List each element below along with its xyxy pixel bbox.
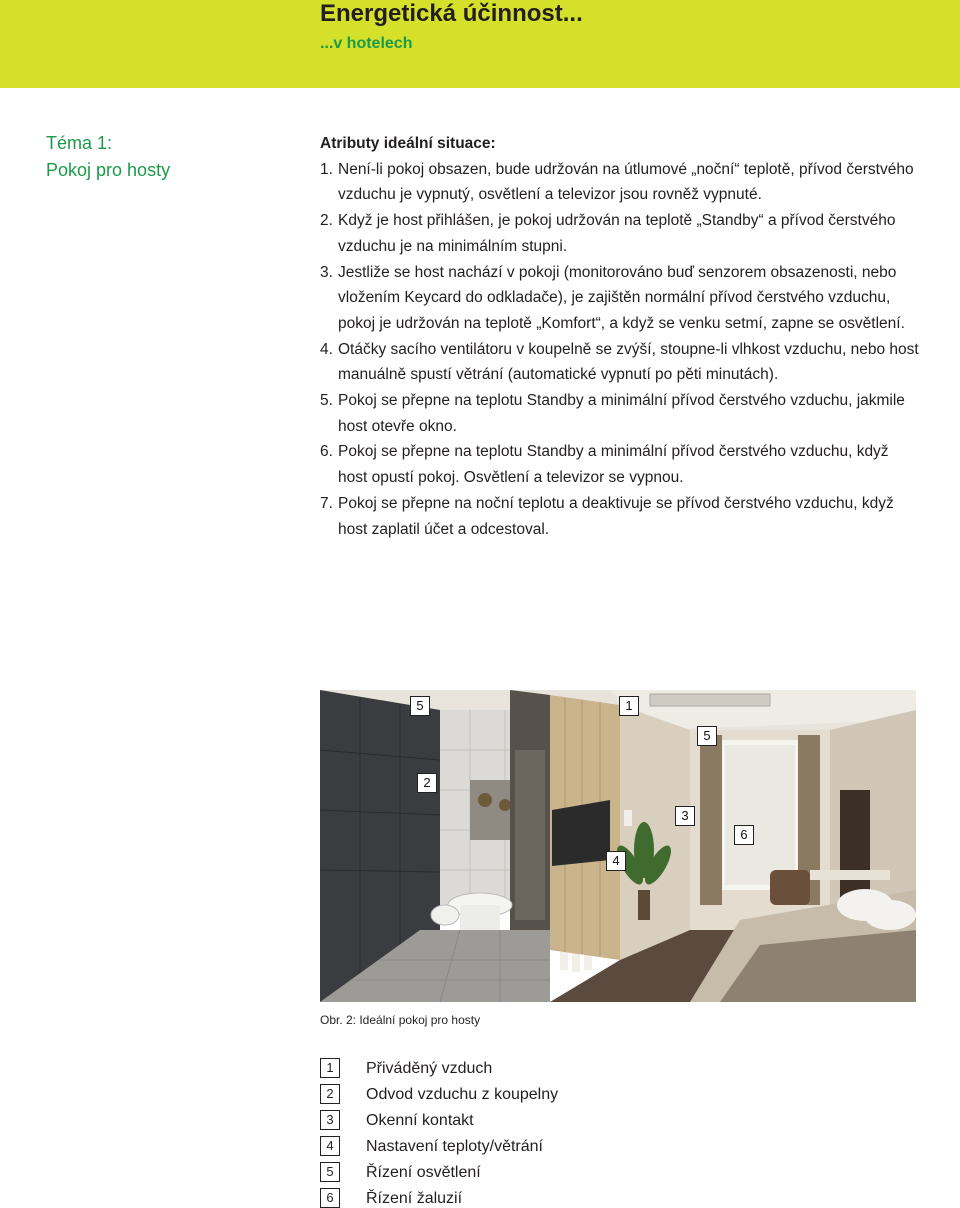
list-item <box>320 388 920 439</box>
legend-number: 5 <box>320 1162 340 1182</box>
page-subtitle: ...v hotelech <box>320 35 413 52</box>
legend-number: 2 <box>320 1084 340 1104</box>
page-header <box>0 0 960 88</box>
attribute-list <box>320 157 920 543</box>
item-text: Pokoj se přepne na noční teplotu a deaktivuje se přívod čerstvého vzduchu, když host zaplatil účet a odcestoval. <box>338 494 894 538</box>
item-text: Pokoj se přepne na teplotu Standby a minimální přívod čerstvého vzduchu, když host opustí pokoj. Osvětlení a televizor se vypnou. <box>338 443 889 487</box>
topic-number: Téma 1: <box>46 133 113 153</box>
marker-3: 3 <box>675 806 695 826</box>
item-number: 2. <box>320 212 333 230</box>
legend-label: Nastavení teploty/větrání <box>366 1138 543 1155</box>
section-heading: Atributy ideální situace: <box>320 135 496 152</box>
topic-name: Pokoj pro hosty <box>46 160 171 180</box>
legend-number: 6 <box>320 1188 340 1208</box>
item-text: Otáčky sacího ventilátoru v koupelně se zvýší, stoupne-li vlhkost vzduchu, nebo host manuálně spustí větrání (automatické vypnutí po pěti minutách). <box>338 340 919 384</box>
legend-number: 3 <box>320 1110 340 1130</box>
room-scene <box>320 690 916 1002</box>
legend-number: 1 <box>320 1058 340 1078</box>
item-number: 5. <box>320 392 333 410</box>
legend-label: Řízení osvětlení <box>366 1164 481 1181</box>
item-number: 4. <box>320 340 333 358</box>
marker-4: 4 <box>606 851 626 871</box>
legend-number: 4 <box>320 1136 340 1156</box>
item-text: Když je host přihlášen, je pokoj udržován na teplotě „Standby“ a přívod čerstvého vzduchu je na minimálním stupni. <box>338 212 896 255</box>
item-number: 7. <box>320 494 333 512</box>
item-text: Pokoj se přepne na teplotu Standby a minimální přívod čerstvého vzduchu, jakmile host otevře okno. <box>338 392 905 435</box>
page-title: Energetická účinnost... <box>320 0 583 27</box>
legend-label: Odvod vzduchu z koupelny <box>366 1086 559 1103</box>
list-item <box>320 260 920 337</box>
list-item <box>320 157 920 208</box>
list-item <box>320 491 920 542</box>
marker-1: 1 <box>619 696 639 716</box>
item-number: 3. <box>320 263 333 281</box>
item-text: Není-li pokoj obsazen, bude udržován na útlumové „noční“ teplotě, přívod čerstvého vzduchu je vypnutý, osvětlení a televizor jsou rovněž vypnuté. <box>338 160 914 204</box>
list-item <box>320 337 920 388</box>
legend-label: Řízení žaluzií <box>366 1190 463 1207</box>
content-section <box>320 131 920 542</box>
legend-label: Přiváděný vzduch <box>366 1060 493 1077</box>
item-number: 1. <box>320 160 333 178</box>
marker-2: 2 <box>417 773 437 793</box>
item-number: 6. <box>320 443 333 461</box>
list-item <box>320 208 920 259</box>
item-text: Jestliže se host nachází v pokoji (monitorováno buď senzorem obsazenosti, nebo vložením Keycard do odkladače), je zajištěn normální přívod čerstvého vzduchu, pokoj je udržován na teplotě „Komfort“, a když se venku setmí, zapne se osvětlení. <box>338 263 905 332</box>
marker-6: 6 <box>734 825 754 845</box>
topic-label <box>46 130 170 184</box>
figure-caption: Obr. 2: Ideální pokoj pro hosty <box>320 1013 481 1027</box>
marker-5-room: 5 <box>697 726 717 746</box>
list-item <box>320 439 920 490</box>
marker-5-bathroom: 5 <box>410 696 430 716</box>
hotel-room-illustration <box>320 690 916 1002</box>
legend-label: Okenní kontakt <box>366 1112 474 1129</box>
